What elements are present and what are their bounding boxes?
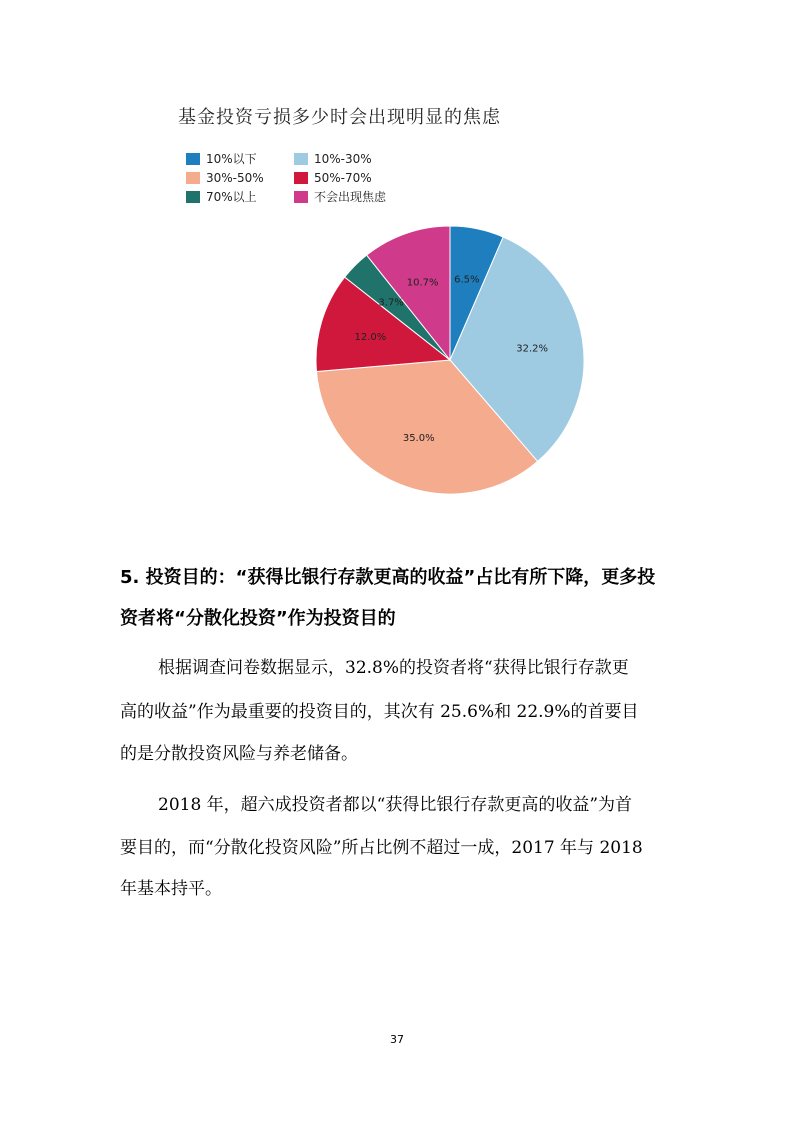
page-number: 37 [390, 1033, 404, 1046]
legend-label: 30%-50% [206, 171, 264, 185]
legend-label: 10%以下 [206, 152, 257, 166]
pie-value-label: 32.2% [516, 343, 549, 355]
paragraph1-line2: 高的收益”作为最重要的投资目的，其次有 25.6%和 22.9%的首要目 [120, 702, 639, 722]
pie-value-label: 3.7% [378, 297, 404, 309]
legend-item-10-below [186, 150, 257, 168]
legend-item-10-30 [294, 150, 372, 168]
legend-item-no-anxiety [294, 188, 386, 206]
legend-item-50-70 [294, 169, 372, 187]
legend-swatch [294, 191, 308, 203]
legend-label: 50%-70% [314, 171, 372, 185]
paragraph1-line3: 的是分散投资风险与养老储备。 [120, 744, 358, 764]
paragraph2-line3: 年基本持平。 [120, 879, 222, 899]
pie-value-label: 12.0% [354, 332, 387, 344]
legend-swatch [186, 172, 200, 184]
pie-value-label: 6.5% [454, 274, 480, 286]
legend-swatch [294, 172, 308, 184]
paragraph2-line2: 要目的，而“分散化投资风险”所占比例不超过一成，2017 年与 2018 [120, 838, 643, 858]
legend-item-30-50 [186, 169, 264, 187]
pie-value-label: 10.7% [406, 277, 439, 289]
paragraph1-line1: 根据调查问卷数据显示，32.8%的投资者将“获得比银行存款更 [158, 658, 629, 678]
paragraph2-line1: 2018 年，超六成投资者都以“获得比银行存款更高的收益”为首 [158, 795, 633, 815]
legend-label: 不会出现焦虑 [314, 190, 387, 204]
legend-swatch [294, 153, 308, 165]
legend-item-70-above [186, 188, 257, 206]
section-heading-line2: 资者将“分散化投资”作为投资目的 [120, 608, 396, 629]
pie-chart [300, 210, 600, 510]
legend-swatch [186, 153, 200, 165]
section-heading-line1: 5. 投资目的：“获得比银行存款更高的收益”占比有所下降，更多投 [120, 567, 656, 588]
legend-label: 10%-30% [314, 152, 372, 166]
pie-value-label: 35.0% [402, 432, 435, 444]
chart-title: 基金投资亏损多少时会出现明显的焦虑 [178, 107, 501, 128]
legend-label: 70%以上 [206, 190, 257, 204]
legend-swatch [186, 191, 200, 203]
